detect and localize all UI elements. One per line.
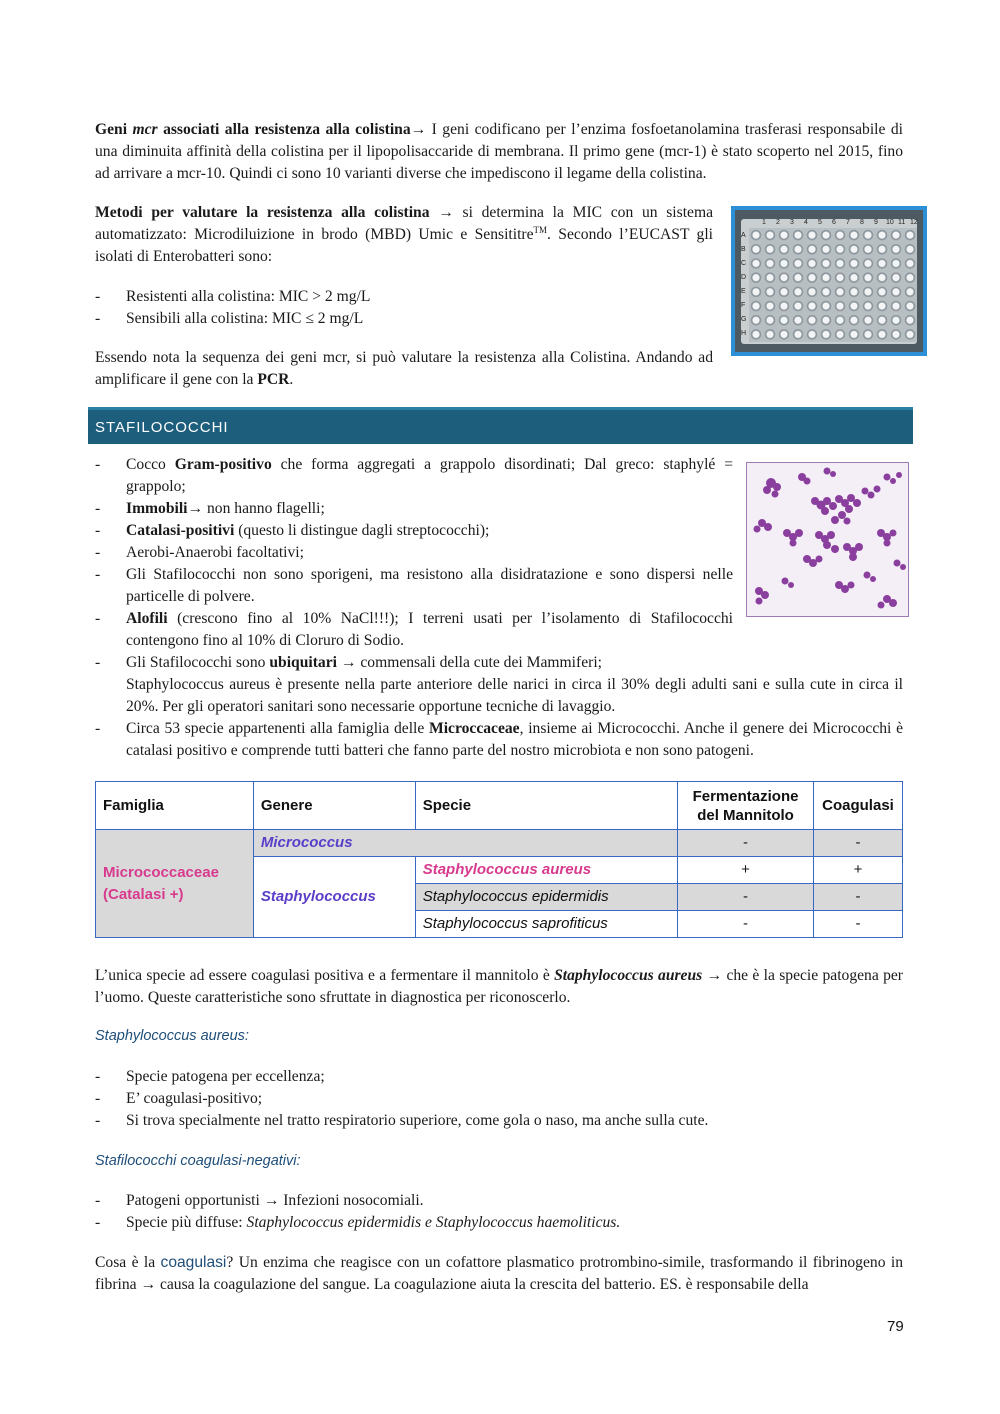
list-item: - Resistenti alla colistina: MIC > 2 mg/L — [95, 288, 371, 305]
coagulase-cell: - — [813, 830, 902, 857]
list-item: - Patogeni opportunisti → Infezioni nosocomiali. — [95, 1192, 424, 1209]
coagulase-cell: - — [813, 884, 902, 911]
column-header-fermentazione: Fermentazione del Mannitolo — [678, 782, 814, 830]
arrow-icon: → — [263, 1192, 280, 1209]
list-item: - Gli Stafilococchi non sono sporigeni, ma resistono alla disidratazione e sono dispersi nelle particelle di polvere. — [95, 566, 733, 605]
coagulase-cell: + — [813, 857, 902, 884]
page-number: 79 — [887, 1318, 904, 1335]
column-header-genere: Genere — [253, 782, 415, 830]
heading-staphylococcus-aureus: Staphylococcus aureus: — [95, 1028, 249, 1044]
pcr-paragraph: Essendo nota la sequenza dei geni mcr, si può valutare la resistenza alla Colistina. Andando ad amplificare il gene con la PCR. — [95, 349, 713, 388]
arrow-icon: → — [410, 121, 427, 138]
table-row — [96, 830, 903, 857]
colistin-methods-paragraph: Metodi per valutare la resistenza alla colistina → si determina la MIC con un sistema automatizzato: Microdiluizione in brodo (MBD) Umic e Sensititre™. Secondo l’EUCAST gli isolati di Enterobatteri sono: — [95, 204, 714, 265]
coagulase-positive-paragraph: L’unica specie ad essere coagulasi positiva e a fermentare il mannitolo è Staphylococcus aureus → che è la specie patogena per l’uomo. Queste caratteristiche sono sfruttate in diagnostica per riconoscerlo. — [95, 967, 904, 1006]
list-item: - Sensibili alla colistina: MIC ≤ 2 mg/L — [95, 310, 364, 327]
list-item: - Aerobi-Anaerobi facoltativi; — [95, 544, 304, 561]
column-header-famiglia: Famiglia — [96, 782, 254, 830]
list-item: - Cocco Gram-positivo che forma aggregati a grappolo disordinati; Dal greco: staphylé = grappolo; — [95, 456, 733, 495]
species-cell: Staphylococcus aureus — [415, 857, 677, 884]
staphylococci-micrograph-image — [746, 462, 909, 617]
genus-cell: Micrococcus — [253, 830, 677, 857]
mannitol-cell: - — [678, 884, 814, 911]
heading-coagulase-negative: Stafilococchi coagulasi-negativi: — [95, 1153, 301, 1169]
mcr-genes-paragraph: Geni mcr associati alla resistenza alla colistina→ I geni codificano per l’enzima fosfoetanolamina trasferasi responsabile di una diminuita affinità della colistina per il lipopolisaccaride di membrana. Il primo gene (mcr-1) è stato scoperto nel 2015, fino ad arrivare a mcr-10. Quindi ci sono 10 varianti diverse che impediscono il legame della colistina. — [95, 121, 903, 182]
arrow-icon: → — [336, 654, 361, 671]
list-item: - Specie più diffuse: Staphylococcus epidermidis e Staphylococcus haemoliticus. — [95, 1214, 621, 1231]
list-item: - Circa 53 specie appartenenti alla famiglia delle Microccaceae, insieme ai Micrococchi. Anche il genere dei Micrococchi è catalasi positivo e comprende tutti batteri che fanno parte del nostro microbiota e non sono patogeni. — [95, 720, 903, 759]
mannitol-cell: - — [678, 911, 814, 938]
arrow-icon: → — [187, 500, 204, 517]
coagulase-keyword: coagulasi — [160, 1254, 227, 1271]
arrow-icon: → — [140, 1276, 157, 1293]
list-item: - Si trova specialmente nel tratto respiratorio superiore, come gola o naso, ma anche sulla cute. — [95, 1112, 709, 1129]
list-item: - Alofili (crescono fino al 10% NaCl!!!); I terreni usati per l’isolamento di Stafilococchi contengono fino al 10% di Cloruro di Sodio. — [95, 610, 733, 649]
genus-cell: Staphylococcus — [253, 857, 415, 938]
list-item: - Specie patogena per eccellenza; — [95, 1068, 325, 1085]
arrow-icon: → — [702, 967, 727, 984]
list-item: - Gli Stafilococchi sono ubiquitari → commensali della cute dei Mammiferi; Staphylococcus aureus è presente nella parte anteriore delle narici in circa il 30% degli adulti sani e sulla cute in circa il 20%. Per gli operatori sanitari sono necessarie opportune tecniche di lavaggio. — [95, 654, 903, 715]
species-cell: Staphylococcus saprofiticus — [415, 911, 677, 938]
coagulase-cell: - — [813, 911, 902, 938]
list-item: - Catalasi-positivi (questo li distingue dagli streptococchi); — [95, 522, 490, 539]
mannitol-cell: - — [678, 830, 814, 857]
list-item: - Immobili→ non hanno flagelli; — [95, 500, 325, 517]
section-banner — [88, 407, 913, 444]
column-header-coagulasi: Coagulasi — [813, 782, 902, 830]
species-cell: Staphylococcus epidermidis — [415, 884, 677, 911]
table-header-row — [96, 782, 903, 830]
microdilution-plate-image: 1 2 3 4 5 6 7 8 9 10 11 12 A B C D E F G H — [731, 206, 927, 356]
arrow-icon: → — [429, 204, 463, 221]
section-title: STAFILOCOCCHI — [95, 419, 229, 436]
coagulase-paragraph: Cosa è la coagulasi? Un enzima che reagisce con un cofattore plasmatico protrombino-simile, trasformando il fibrinogeno in fibrina → causa la coagulazione del sangue. La coagulazione aiuta la crescita del batterio. ES. è responsabile della — [95, 1254, 903, 1293]
list-item: - E’ coagulasi-positivo; — [95, 1090, 263, 1107]
classification-table — [95, 781, 903, 938]
family-cell: Micrococcaceae (Catalasi +) — [96, 830, 254, 938]
column-header-specie: Specie — [415, 782, 677, 830]
mannitol-cell: + — [678, 857, 814, 884]
